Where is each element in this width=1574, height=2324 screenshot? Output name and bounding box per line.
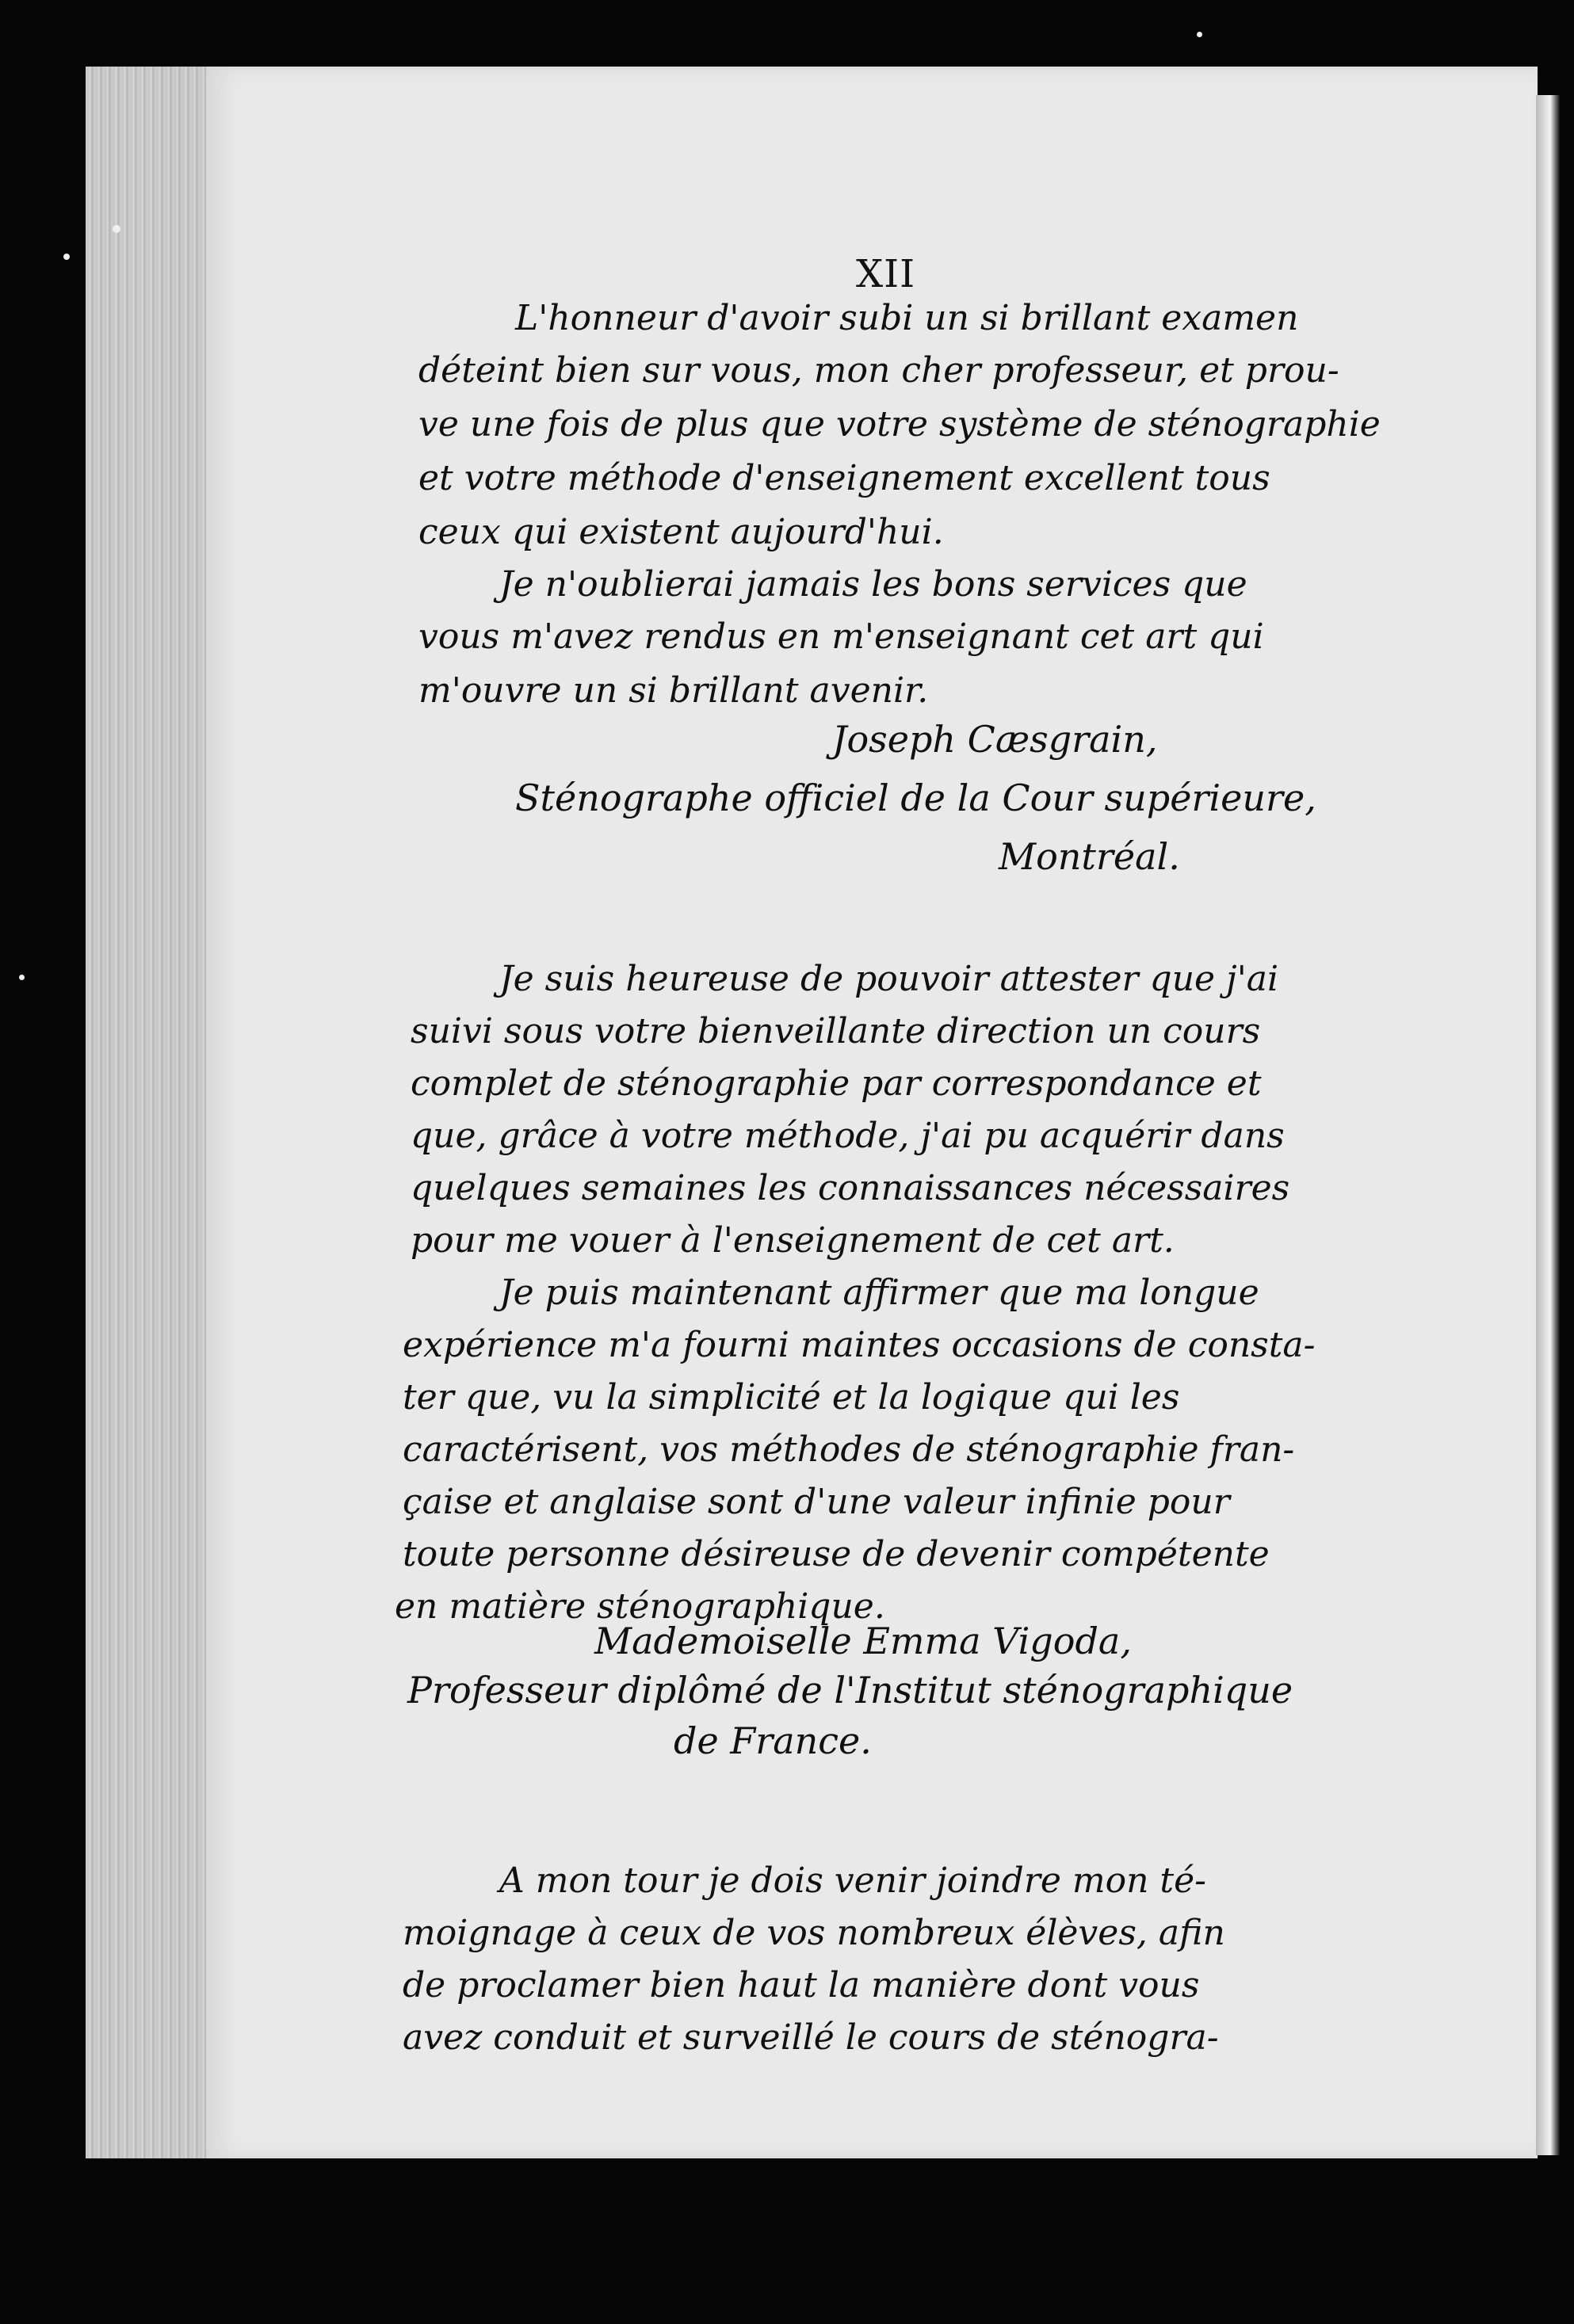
signature-name: Joseph Cæsgrain, (832, 718, 1158, 761)
letter-line: complet de sténographie par correspondance et (411, 1063, 1262, 1104)
letter-line: suivi sous votre bienveillante direction un cours (411, 1011, 1261, 1051)
letter-line: et votre méthode d'enseignement excellent tous (418, 458, 1270, 498)
letter-line: quelques semaines les connaissances nécessaires (411, 1168, 1290, 1208)
letter-line: m'ouvre un si brillant avenir. (418, 670, 929, 711)
book-binding-edge (1536, 95, 1560, 2155)
letter-line: en matière sténographique. (395, 1586, 885, 1627)
letter-line: çaise et anglaise sont d'une valeur infinie pour (403, 1482, 1230, 1522)
letter-line: toute personne désireuse de devenir compétente (403, 1534, 1270, 1574)
letter-line: L'honneur d'avoir subi un si brillant examen (515, 298, 1299, 338)
letter-line: ve une fois de plus que votre système de sténographie (418, 404, 1381, 445)
page-number: XII (856, 252, 916, 296)
letter-line: Je n'oublierai jamais les bons services que (499, 564, 1247, 605)
letter-line: A mon tour je dois venir joindre mon té- (499, 1860, 1207, 1901)
letter-line: pour me vouer à l'enseignement de cet art. (411, 1220, 1175, 1261)
letter-line: Je suis heureuse de pouvoir attester que j'ai (499, 959, 1279, 999)
letter-line: moignage à ceux de vos nombreux élèves, afin (403, 1913, 1225, 1953)
letter-line: Je puis maintenant affirmer que ma longue (499, 1273, 1259, 1313)
scan-speck (113, 225, 120, 233)
signature-place: Montréal. (999, 835, 1180, 878)
letter-line: expérience m'a fourni maintes occasions de consta- (403, 1325, 1316, 1365)
letter-line: caractérisent, vos méthodes de sténographie fran- (403, 1429, 1295, 1470)
scan-speck (1197, 32, 1202, 37)
letter-line: ceux qui existent aujourd'hui. (418, 512, 944, 552)
letter-line: ter que, vu la simplicité et la logique qui les (403, 1377, 1180, 1418)
letter-line: déteint bien sur vous, mon cher professeur, et prou- (418, 350, 1339, 391)
signature-title: Sténographe officiel de la Cour supérieure, (515, 777, 1316, 819)
letter-line: que, grâce à votre méthode, j'ai pu acquérir dans (411, 1116, 1285, 1156)
letter-line: avez conduit et surveillé le cours de sténogra- (403, 2017, 1219, 2058)
signature-place: de France. (674, 1719, 872, 1762)
scan-speck (63, 254, 70, 260)
signature-title: Professeur diplômé de l'Institut sténographique (407, 1669, 1293, 1712)
letter-line: vous m'avez rendus en m'enseignant cet art qui (418, 616, 1264, 657)
scan-speck (19, 975, 25, 980)
signature-name: Mademoiselle Emma Vigoda, (594, 1620, 1132, 1662)
letter-line: de proclamer bien haut la manière dont vous (403, 1965, 1200, 2005)
